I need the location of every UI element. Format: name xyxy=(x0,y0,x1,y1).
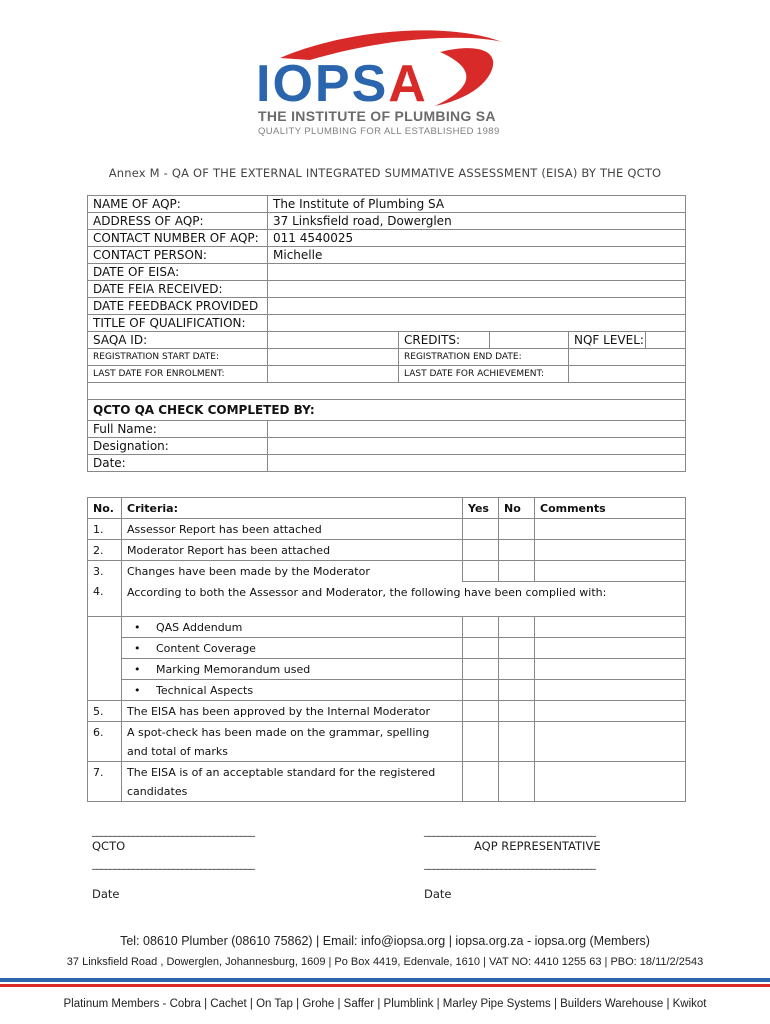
bullet-icon: • xyxy=(134,621,141,634)
yes-cell[interactable] xyxy=(463,561,499,582)
date-feia-label: DATE FEIA RECEIVED: xyxy=(88,281,268,298)
yes-cell[interactable] xyxy=(463,638,499,659)
comments-cell[interactable] xyxy=(535,617,686,638)
comments-cell[interactable] xyxy=(535,540,686,561)
bullet-icon: • xyxy=(134,642,141,655)
col-no-answer-header: No xyxy=(499,498,535,519)
col-comments-header: Comments xyxy=(535,498,686,519)
last-achieve-field[interactable] xyxy=(569,366,686,383)
criteria-text: The EISA is of an acceptable standard for the registered candidates xyxy=(122,762,463,802)
aqp-signature-line[interactable]: ______________________________________ xyxy=(424,824,595,837)
date-eisa-label: DATE OF EISA: xyxy=(88,264,268,281)
row-number: 7. xyxy=(88,762,122,802)
no-cell[interactable] xyxy=(499,561,535,582)
bullet-item: • Marking Memorandum used xyxy=(122,659,463,680)
comments-cell[interactable] xyxy=(535,680,686,701)
footer-blue-stripe xyxy=(0,978,770,982)
qa-date-field[interactable] xyxy=(268,455,686,472)
qcto-date-line[interactable]: ____________________________________ xyxy=(92,857,254,870)
qa-date-label: Date: xyxy=(88,455,268,472)
name-label: NAME OF AQP: xyxy=(88,196,268,213)
credits-label: CREDITS: xyxy=(399,332,490,349)
yes-cell[interactable] xyxy=(463,659,499,680)
last-enrol-field[interactable] xyxy=(268,366,399,383)
qcto-date-label: Date xyxy=(92,887,120,901)
aqp-date-label: Date xyxy=(424,887,452,901)
contact-person-value[interactable]: Michelle xyxy=(268,247,686,264)
yes-cell[interactable] xyxy=(463,519,499,540)
nqf-label: NQF LEVEL: xyxy=(569,332,646,349)
comments-cell[interactable] xyxy=(535,762,686,802)
name-value[interactable]: The Institute of Plumbing SA xyxy=(268,196,686,213)
iopsa-logo xyxy=(240,22,520,142)
annex-title: Annex M - QA OF THE EXTERNAL INTEGRATED SUMMATIVE ASSESSMENT (EISA) BY THE QCTO xyxy=(108,166,662,180)
logo-tagline: QUALITY PLUMBING FOR ALL ESTABLISHED 1989 xyxy=(258,126,500,137)
reg-end-field[interactable] xyxy=(569,349,686,366)
full-name-field[interactable] xyxy=(268,421,686,438)
aqp-representative-label: AQP REPRESENTATIVE xyxy=(474,839,601,853)
aqp-date-line[interactable]: ______________________________________ xyxy=(424,857,595,870)
comments-cell[interactable] xyxy=(535,638,686,659)
last-achieve-label: LAST DATE FOR ACHIEVEMENT: xyxy=(399,366,569,383)
bullet-icon: • xyxy=(134,684,141,697)
criteria-text: According to both the Assessor and Moderator, the following have been complied with: xyxy=(122,581,686,617)
comments-cell[interactable] xyxy=(535,519,686,540)
col-criteria-header: Criteria: xyxy=(122,498,463,519)
comments-cell[interactable] xyxy=(535,722,686,762)
contact-number-label: CONTACT NUMBER OF AQP: xyxy=(88,230,268,247)
row-number: 4. xyxy=(88,581,122,617)
date-feia-field[interactable] xyxy=(268,281,686,298)
date-feedback-label: DATE FEEDBACK PROVIDED xyxy=(88,298,268,315)
row-number: 1. xyxy=(88,519,122,540)
no-cell[interactable] xyxy=(499,722,535,762)
date-feedback-field[interactable] xyxy=(268,298,686,315)
last-enrol-label: LAST DATE FOR ENROLMENT: xyxy=(88,366,268,383)
criteria-text: Moderator Report has been attached xyxy=(122,540,463,561)
row-number: 2. xyxy=(88,540,122,561)
contact-person-label: CONTACT PERSON: xyxy=(88,247,268,264)
reg-start-field[interactable] xyxy=(268,349,399,366)
yes-cell[interactable] xyxy=(463,762,499,802)
no-cell[interactable] xyxy=(499,701,535,722)
footer-red-stripe xyxy=(0,984,770,987)
aqp-info-table xyxy=(87,195,686,472)
footer-members: Platinum Members - Cobra | Cachet | On Tap | Grohe | Saffer | Plumblink | Marley Pipe Systems | Builders Warehouse | Kwikot xyxy=(63,998,707,1010)
qcto-label: QCTO xyxy=(92,839,126,853)
no-cell[interactable] xyxy=(499,540,535,561)
no-cell[interactable] xyxy=(499,519,535,540)
saqa-label: SAQA ID: xyxy=(88,332,268,349)
saqa-field[interactable] xyxy=(268,332,399,349)
yes-cell[interactable] xyxy=(463,680,499,701)
bullet-number-cell xyxy=(88,617,122,701)
criteria-table xyxy=(87,497,686,802)
comments-cell[interactable] xyxy=(535,561,686,582)
no-cell[interactable] xyxy=(499,680,535,701)
no-cell[interactable] xyxy=(499,762,535,802)
designation-field[interactable] xyxy=(268,438,686,455)
criteria-text: Assessor Report has been attached xyxy=(122,519,463,540)
footer-address: 37 Linksfield Road , Dowerglen, Johannesburg, 1609 | Po Box 4419, Edenvale, 1610 | VAT NO: 4410 1255 63 | PBO: 18/11/2/2543 xyxy=(66,956,704,968)
logo-wordmark: IOPSA xyxy=(256,55,428,113)
row-number: 5. xyxy=(88,701,122,722)
logo-institute-name: THE INSTITUTE OF PLUMBING SA xyxy=(258,108,496,124)
yes-cell[interactable] xyxy=(463,617,499,638)
yes-cell[interactable] xyxy=(463,722,499,762)
row-number: 3. xyxy=(88,561,122,582)
title-qualification-field[interactable] xyxy=(268,315,686,332)
yes-cell[interactable] xyxy=(463,540,499,561)
reg-start-label: REGISTRATION START DATE: xyxy=(88,349,268,366)
footer-contact: Tel: 08610 Plumber (08610 75862) | Email: info@iopsa.org | iopsa.org.za - iopsa.org (Members) xyxy=(120,934,650,948)
criteria-text: The EISA has been approved by the Internal Moderator xyxy=(122,701,463,722)
col-yes-header: Yes xyxy=(463,498,499,519)
reg-end-label: REGISTRATION END DATE: xyxy=(399,349,569,366)
full-name-label: Full Name: xyxy=(88,421,268,438)
no-cell[interactable] xyxy=(499,659,535,680)
bullet-item: • Content Coverage xyxy=(122,638,463,659)
address-label: ADDRESS OF AQP: xyxy=(88,213,268,230)
comments-cell[interactable] xyxy=(535,701,686,722)
credits-field[interactable] xyxy=(490,332,569,349)
criteria-text: Changes have been made by the Moderator xyxy=(122,561,463,582)
row-number: 6. xyxy=(88,722,122,762)
yes-cell[interactable] xyxy=(463,701,499,722)
address-value[interactable]: 37 Linksfield road, Dowerglen xyxy=(268,213,686,230)
bullet-item: • Technical Aspects xyxy=(122,680,463,701)
no-cell[interactable] xyxy=(499,638,535,659)
spacer-row xyxy=(88,383,686,400)
date-eisa-field[interactable] xyxy=(268,264,686,281)
nqf-field[interactable] xyxy=(646,332,686,349)
contact-number-value[interactable]: 011 4540025 xyxy=(268,230,686,247)
qcto-signature-line[interactable]: ____________________________________ xyxy=(92,824,254,837)
criteria-text: A spot-check has been made on the grammar, spelling and total of marks xyxy=(122,722,463,762)
qcto-heading: QCTO QA CHECK COMPLETED BY: xyxy=(88,400,686,421)
no-cell[interactable] xyxy=(499,617,535,638)
bullet-item: • QAS Addendum xyxy=(122,617,463,638)
col-no-header: No. xyxy=(88,498,122,519)
designation-label: Designation: xyxy=(88,438,268,455)
title-qualification-label: TITLE OF QUALIFICATION: xyxy=(88,315,268,332)
bullet-icon: • xyxy=(134,663,141,676)
comments-cell[interactable] xyxy=(535,659,686,680)
